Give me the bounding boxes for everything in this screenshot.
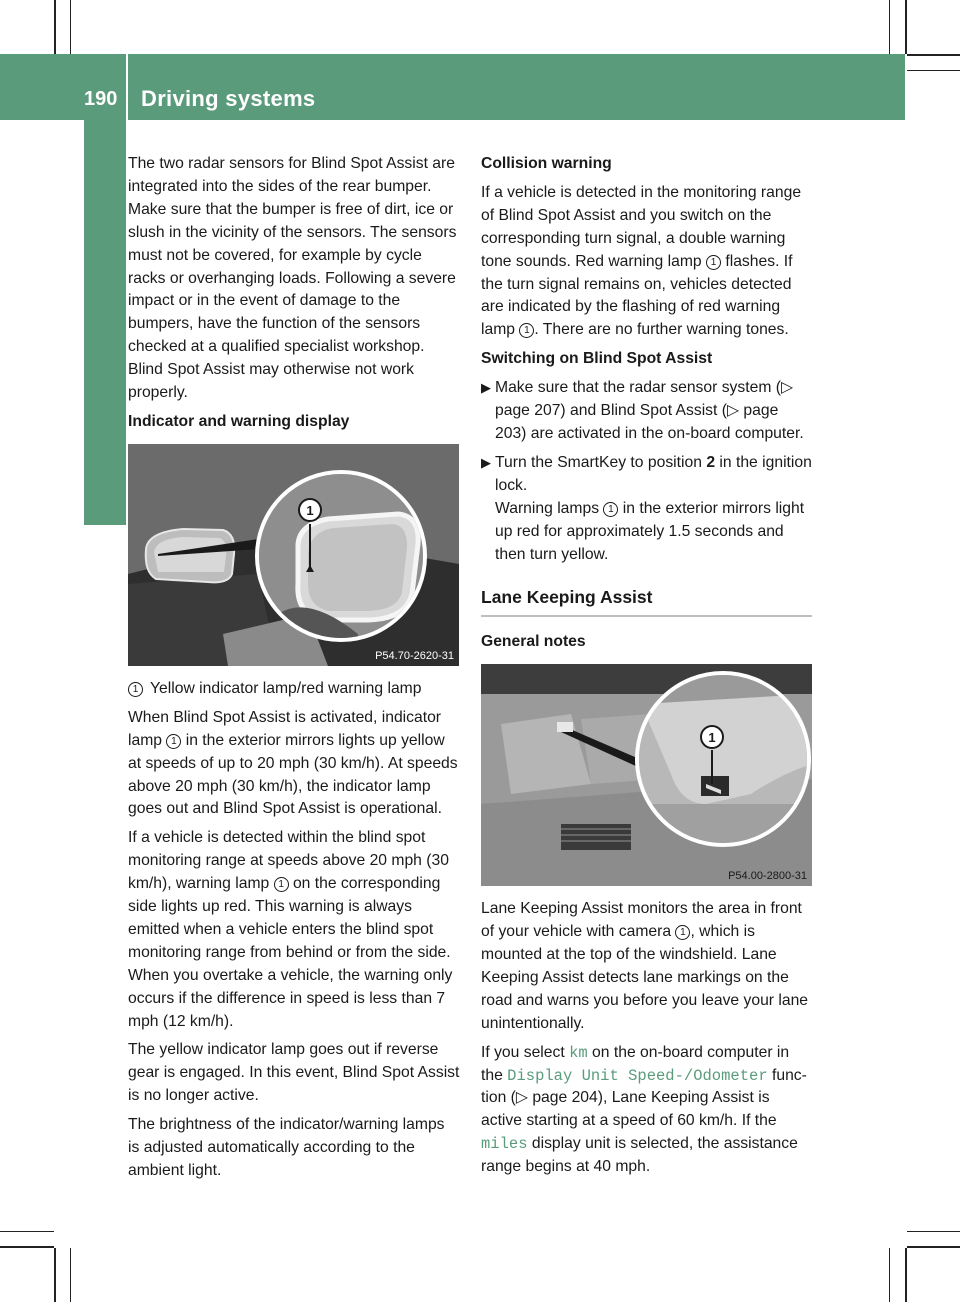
text-segment: in the exterior mirrors lights up yellow at speeds of up to 20 mph (30 km/h). At speeds above 20 mph (30 km/h), the indicator lamp goes out and Blind Spot Assist is operational. <box>128 731 458 818</box>
text-segment: page 207) and Blind Spot Assist ( <box>495 402 727 420</box>
mirror-illustration <box>128 444 459 666</box>
crop-mark <box>54 0 56 54</box>
page-ref-arrow-icon: ▷ <box>726 402 740 420</box>
paragraph-detection <box>128 827 460 1033</box>
text-segment: page 203) are activated in the on-board computer. <box>495 402 804 442</box>
callout-1-icon: 1 <box>128 682 143 697</box>
paragraph-activation <box>128 707 460 822</box>
crop-mark <box>0 1231 54 1232</box>
mirror-figure <box>128 444 459 666</box>
callout-1-icon: 1 <box>166 734 181 749</box>
switching-heading: Switching on Blind Spot Assist <box>481 350 713 368</box>
display-value-miles: miles <box>481 1135 528 1154</box>
page-ref-arrow-icon: ▷ <box>515 1089 528 1107</box>
text-segment: function ( <box>481 1066 807 1107</box>
text-segment: Lane Keeping Assist monitors the area in front of your vehicle with camera <box>481 900 802 941</box>
display-menu-name: Display Unit Speed-/Odometer <box>507 1066 768 1085</box>
crop-mark <box>907 1231 960 1232</box>
lka-section-title: Lane Keeping Assist <box>481 586 812 617</box>
key-position: 2 <box>706 453 716 471</box>
figure-code: P54.00-2800-31 <box>728 870 807 883</box>
text-segment: in the exterior mirrors light up red for approximately 1.5 seconds and then turn yellow. <box>495 499 805 563</box>
text-segment: Make sure that the radar sensor system ( <box>495 379 781 397</box>
side-tab-label: Driving and parking <box>91 198 118 414</box>
camera-illustration <box>481 664 812 886</box>
crop-mark <box>54 1248 56 1302</box>
text-segment: , which is mounted at the top of the windshield. Lane Keeping Assist detects lane markings on the road and warns you before you leave your lane unintentionally. <box>481 923 809 1032</box>
header-bar <box>0 54 905 120</box>
crop-mark <box>907 70 960 71</box>
text-segment: If a vehicle is detected within the blind spot monitoring range at speeds above 20 mph (30 km/h), warning lamp <box>128 829 449 893</box>
collision-heading: Collision warning <box>481 155 612 172</box>
callout-1-icon: 1 <box>274 877 289 892</box>
instruction-step <box>481 452 812 567</box>
callout-1-icon: 1 <box>675 925 690 940</box>
callout-1-icon: 1 <box>706 255 721 270</box>
text-segment: When Blind Spot Assist is activated, indicator lamp <box>128 708 442 749</box>
figure-callout: 1 <box>306 502 314 518</box>
intro-paragraph: The two radar sensors for Blind Spot Assist are integrated into the sides of the rear bumper. Make sure that the bumper is free of dirt, ice or slush in the vicinity of the sensors. The sensors must not be covered, for example by cycle racks or overhanging loads. Following a severe impact or in the event of damage to the bumpers, have the function of the sensors checked at a qualified specialist workshop. Blind Spot Assist may otherwise not work properly. <box>128 155 457 402</box>
crop-mark <box>0 1246 54 1248</box>
crop-mark <box>905 0 907 54</box>
paragraph-lka-monitor <box>481 898 812 1035</box>
crop-mark <box>907 54 960 56</box>
text-segment: flashes. If the turn signal remains on, vehicles detected are indicated by the flashing of red warning lamp <box>481 252 793 339</box>
text-segment: on the on-board computer in the <box>481 1043 790 1084</box>
paragraph-collision <box>481 182 812 342</box>
general-notes-heading: General notes <box>481 633 586 651</box>
page-title: Driving systems <box>141 86 316 111</box>
page-number: 190 <box>84 88 118 110</box>
legend-item <box>128 678 460 701</box>
crop-mark <box>70 0 71 54</box>
callout-1-icon: 1 <box>519 323 534 338</box>
legend-text: Yellow indicator lamp/red warning lamp <box>150 679 422 697</box>
figure-code: P54.70-2620-31 <box>375 649 454 662</box>
left-column <box>128 153 460 1189</box>
instruction-step <box>481 377 812 446</box>
text-segment: page 204), Lane Keeping Assist is active starting at a speed of 60 km/h. If the <box>481 1089 777 1130</box>
text-segment: If you select <box>481 1043 565 1061</box>
crop-mark <box>905 1248 907 1302</box>
crop-mark <box>70 1248 71 1302</box>
paragraph-lka-units <box>481 1042 812 1179</box>
text-segment: If a vehicle is detected in the monitoring range of Blind Spot Assist and you switch on the corresponding turn signal, a double warning tone sounds. Red warning lamp <box>481 183 802 270</box>
bullet-arrow-icon: ▶ <box>481 454 491 470</box>
header-divider <box>126 54 128 120</box>
text-segment: Warning lamps <box>495 499 600 517</box>
page-ref-arrow-icon: ▷ <box>780 379 794 397</box>
right-column <box>481 153 812 1185</box>
callout-1-icon: 1 <box>603 502 618 517</box>
text-segment: . There are no further warning tones. <box>534 321 789 339</box>
text-segment: Turn the SmartKey to position <box>495 453 702 471</box>
text-segment: on the corresponding side lights up red. This warning is always emitted when a vehicle enters the blind spot monitoring range from behind or from the side. When you overtake a vehicle, the warning only occurs if the difference in speed is less than 7 mph (12 km/h). <box>128 875 453 1030</box>
indicator-heading: Indicator and warning display <box>128 412 350 430</box>
crop-mark <box>889 0 890 54</box>
bullet-arrow-icon: ▶ <box>481 380 491 396</box>
paragraph-reverse: The yellow indicator lamp goes out if reverse gear is engaged. In this event, Blind Spot Assist is no longer active. <box>128 1041 460 1105</box>
figure-callout: 1 <box>708 730 716 746</box>
camera-figure <box>481 664 812 886</box>
display-value-km: km <box>569 1043 588 1062</box>
paragraph-brightness: The brightness of the indicator/warning lamps is adjusted automatically according to the ambient light. <box>128 1116 445 1179</box>
text-segment: in the ignition lock. <box>495 453 812 494</box>
crop-mark <box>889 1248 890 1302</box>
crop-mark <box>907 1246 960 1248</box>
text-segment: display unit is selected, the assistance range begins at 40 mph. <box>481 1135 798 1176</box>
